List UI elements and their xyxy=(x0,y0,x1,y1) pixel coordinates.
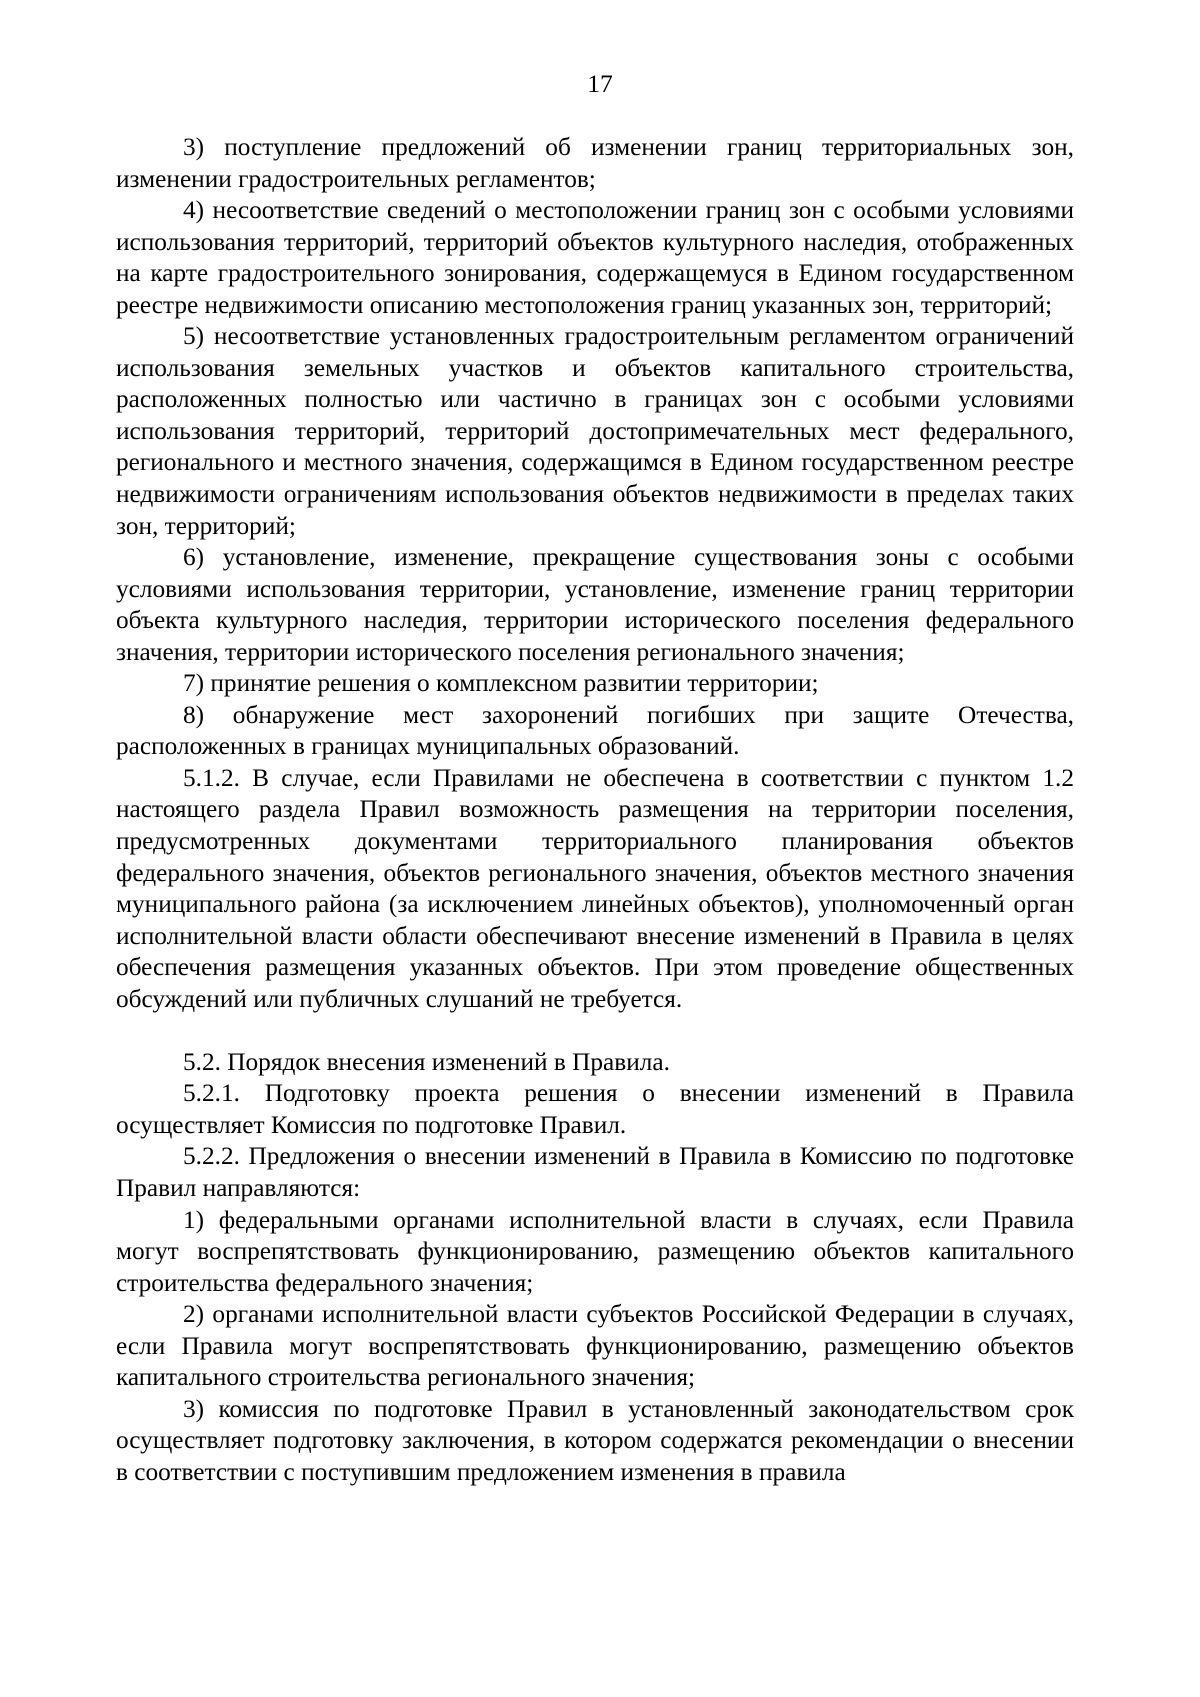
paragraph-sub-item-2: 2) органами исполнительной власти субъектов Российской Федерации в случаях, если Правила могут воспрепятствовать функционированию, размещению объектов капитального строительства регионального значения; xyxy=(116,1300,1074,1392)
paragraph-sub-item-3: 3) комиссия по подготовке Правил в установленный законодательством срок осуществляет подготовку заключения, в котором содержатся рекомендации о внесении в соответствии с поступившим предложением изменения в правила xyxy=(116,1394,1074,1486)
section-heading-5-2: 5.2. Порядок внесения изменений в Правила. xyxy=(183,1047,670,1076)
page-number: 17 xyxy=(587,69,613,98)
paragraph-item-6: 6) установление, изменение, прекращение существования зоны с особыми условиями использования территории, установление, изменение границ территории объекта культурного наследия, территории исторического поселения федерального значения, территории исторического поселения регионального значения; xyxy=(116,543,1074,666)
paragraph-sub-item-1: 1) федеральными органами исполнительной власти в случаях, если Правила могут воспрепятствовать функционированию, размещению объектов капитального строительства федерального значения; xyxy=(116,1205,1074,1297)
document-body xyxy=(116,132,1074,1488)
paragraph-item-7: 7) принятие решения о комплексном развитии территории; xyxy=(183,669,819,698)
paragraph-item-4: 4) несоответствие сведений о местоположении границ зон с особыми условиями использования территорий, территорий объектов культурного наследия, отображенных на карте градостроительного зонирования, содержащемуся в Едином государственном реестре недвижимости описанию местоположения границ указанных зон, территорий; xyxy=(116,196,1074,319)
paragraph-5-2-2: 5.2.2. Предложения о внесении изменений в Правила в Комиссию по подготовке Правил направляются: xyxy=(116,1142,1074,1202)
paragraph-5-2-1: 5.2.1. Подготовку проекта решения о внесении изменений в Правила осуществляет Комиссия по подготовке Правил. xyxy=(116,1079,1074,1139)
paragraph-item-5: 5) несоответствие установленных градостроительным регламентом ограничений использования земельных участков и объектов капитального строительства, расположенных полностью или частично в границах зон с особыми условиями использования территорий, территорий достопримечательных мест федерального, регионального и местного значения, содержащимся в Едином государственном реестре недвижимости ограничениям использования объектов недвижимости в пределах таких зон, территорий; xyxy=(116,322,1074,540)
paragraph-item-8: 8) обнаружение мест захоронений погибших при защите Отечества, расположенных в границах муниципальных образований. xyxy=(116,700,1074,761)
paragraph-item-3: 3) поступление предложений об изменении границ территориальных зон, изменении градостроительных регламентов; xyxy=(116,133,1074,193)
paragraph-5-1-2: 5.1.2. В случае, если Правилами не обеспечена в соответствии с пунктом 1.2 настоящего раздела Правил возможность размещения на территории поселения, предусмотренных документами территориального планирования объектов федерального значения, объектов регионального значения, объектов местного значения муниципального района (за исключением линейных объектов), уполномоченный орган исполнительной власти области обеспечивают внесение изменений в Правила в целях обеспечения размещения указанных объектов. При этом проведение общественных обсуждений или публичных слушаний не требуется. xyxy=(116,763,1074,1013)
